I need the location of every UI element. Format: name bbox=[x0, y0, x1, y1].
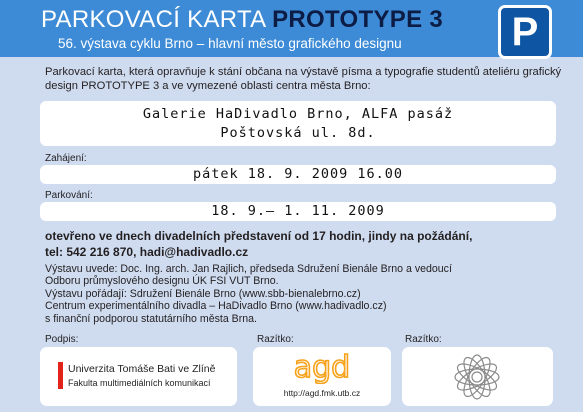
agd-logo-icon bbox=[287, 352, 357, 384]
venue-line-1: Galerie HaDivadlo Brno, ALFA pasáž bbox=[142, 106, 454, 122]
agd-logo-text: agd bbox=[293, 352, 351, 384]
parking-value: 18. 9.– 1. 11. 2009 bbox=[211, 203, 385, 219]
utb-red-bar bbox=[58, 362, 63, 389]
stamp-label-2: Razítko: bbox=[405, 334, 442, 345]
title-bold: PROTOTYPE 3 bbox=[272, 6, 443, 33]
credits-line: s finanční podporou statutárního města Brna. bbox=[45, 312, 258, 325]
stamp-label-1: Razítko: bbox=[257, 334, 294, 345]
agd-url: http://agd.fmk.utb.cz bbox=[283, 388, 361, 398]
intro-text: Parkovací karta, která opravňuje k stání občana na výstavě písma a typografie studentů ateliéru grafický design PROTOTYPE 3 a ve vymezené oblasti centra města Brno: bbox=[45, 66, 562, 92]
page-title bbox=[41, 6, 443, 34]
opening-box bbox=[40, 165, 556, 184]
venue-box bbox=[40, 101, 556, 146]
utb-faculty: Fakulta multimediálních komunikací bbox=[68, 378, 211, 388]
opening-hours-text: otevřeno ve dnech divadelních představení od 17 hodin, jindy na požádání, bbox=[45, 229, 473, 243]
credits-line: Výstavu pořádají: Sdružení Bienále Brno (www.sbb-bienalebrno.cz) bbox=[45, 287, 361, 300]
credits-line: Odboru průmyslového designu ÚK FSI VUT Brno. bbox=[45, 275, 279, 288]
utb-logo-icon bbox=[58, 360, 226, 394]
opening-label: Zahájení: bbox=[45, 153, 87, 164]
credits-line: Výstavu uvede: Doc. Ing. arch. Jan Rajlich, předseda Sdružení Bienále Brno a vedoucí bbox=[45, 263, 452, 275]
parking-box bbox=[40, 202, 556, 221]
page-subtitle: 56. výstava cyklu Brno – hlavní město grafického designu bbox=[58, 36, 402, 51]
utb-name: Univerzita Tomáše Bati ve Zlíně bbox=[68, 363, 216, 375]
signature-box bbox=[40, 347, 237, 406]
ornamental-stamp-icon bbox=[451, 351, 503, 403]
header-band bbox=[0, 0, 583, 57]
credits-line: Centrum experimentálního divadla – HaDivadlo Brno (www.hadivadlo.cz) bbox=[45, 300, 387, 313]
stamp-box-1 bbox=[253, 347, 391, 406]
signature-label: Podpis: bbox=[45, 334, 79, 345]
parking-sign-icon: P bbox=[498, 5, 552, 59]
stamp-box-2 bbox=[402, 347, 553, 406]
opening-value: pátek 18. 9. 2009 16.00 bbox=[193, 166, 403, 182]
contact-text: tel: 542 216 870, hadi@hadivadlo.cz bbox=[45, 245, 249, 259]
credits-block bbox=[45, 263, 565, 325]
parking-label: Parkování: bbox=[45, 190, 93, 201]
venue-line-2: Poštovská ul. 8d. bbox=[220, 125, 376, 141]
title-light: PARKOVACÍ KARTA bbox=[41, 6, 273, 33]
